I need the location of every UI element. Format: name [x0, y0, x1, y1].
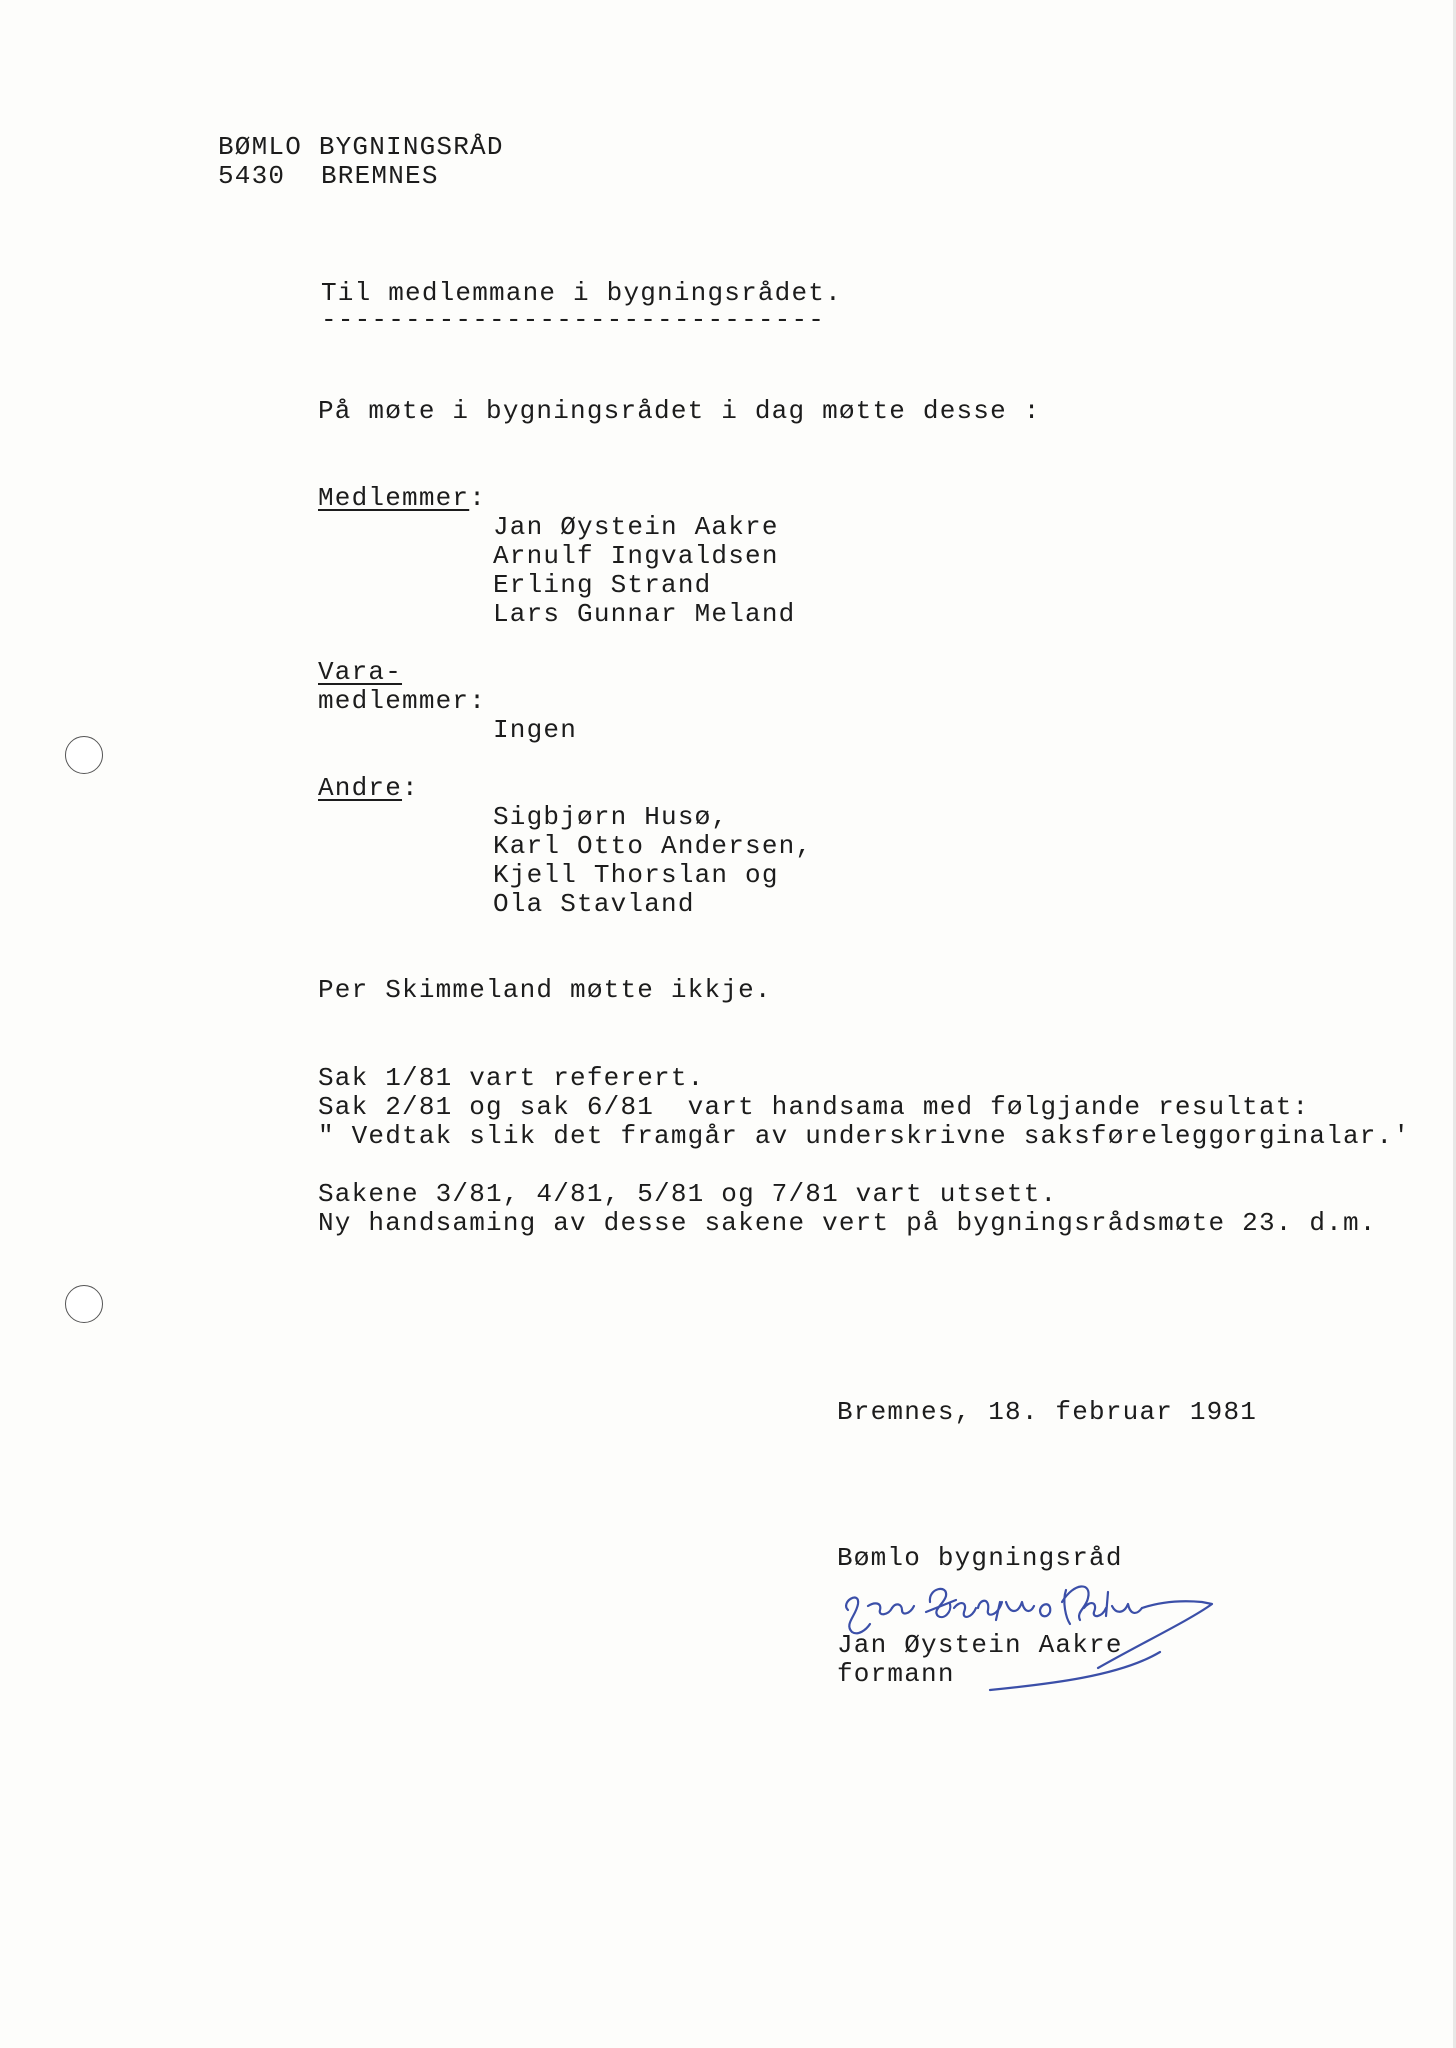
deputies-label-line2: medlemmer: — [318, 686, 487, 716]
recipient-title: Til medlemmane i bygningsrådet. — [321, 278, 842, 308]
others-label: Andre — [318, 773, 403, 803]
case-line: " Vedtak slik det framgår av underskrivne saksføreleggorginalar.' — [318, 1121, 1411, 1151]
case-line: Ny handsaming av desse sakene vert på bygningsrådsmøte 23. d.m. — [318, 1208, 1377, 1238]
punch-hole — [65, 736, 103, 774]
other-name: Kjell Thorslan og — [493, 860, 779, 890]
member-name: Arnulf Ingvaldsen — [493, 541, 779, 571]
case-line: Sak 2/81 og sak 6/81 vart handsama med følgjande resultat: — [318, 1092, 1310, 1122]
case-line: Sakene 3/81, 4/81, 5/81 og 7/81 vart utsett. — [318, 1179, 1058, 1209]
members-label-row — [318, 484, 486, 513]
others-label-row — [318, 774, 419, 803]
deputies-label-line1: Vara- — [318, 657, 403, 687]
absent-line: Per Skimmeland møtte ikkje. — [318, 975, 772, 1005]
members-label: Medlemmer — [318, 483, 470, 513]
punch-hole — [65, 1285, 103, 1323]
other-name: Karl Otto Andersen, — [493, 831, 813, 861]
signatory-name: Jan Øystein Aakre — [837, 1630, 1123, 1660]
member-name: Erling Strand — [493, 570, 712, 600]
signatory-role: formann — [837, 1659, 955, 1689]
signature-org: Bømlo bygningsråd — [837, 1543, 1123, 1573]
other-name: Ola Stavland — [493, 889, 695, 919]
others-colon: : — [402, 773, 419, 803]
members-colon: : — [469, 483, 487, 513]
member-name: Lars Gunnar Meland — [493, 599, 796, 629]
other-name: Sigbjørn Husø, — [493, 802, 729, 832]
dateline: Bremnes, 18. februar 1981 — [837, 1397, 1258, 1427]
intro-line: På møte i bygningsrådet i dag møtte desse : — [318, 396, 1041, 426]
case-line: Sak 1/81 vart referert. — [318, 1063, 705, 1093]
postcode: 5430 — [218, 161, 286, 191]
recipient-underline-rule: ------------------------------ — [321, 305, 826, 335]
org-name: BØMLO BYGNINGSRÅD — [218, 132, 504, 162]
member-name: Jan Øystein Aakre — [493, 512, 779, 542]
city: BREMNES — [321, 161, 439, 191]
deputies-value: Ingen — [493, 715, 578, 745]
